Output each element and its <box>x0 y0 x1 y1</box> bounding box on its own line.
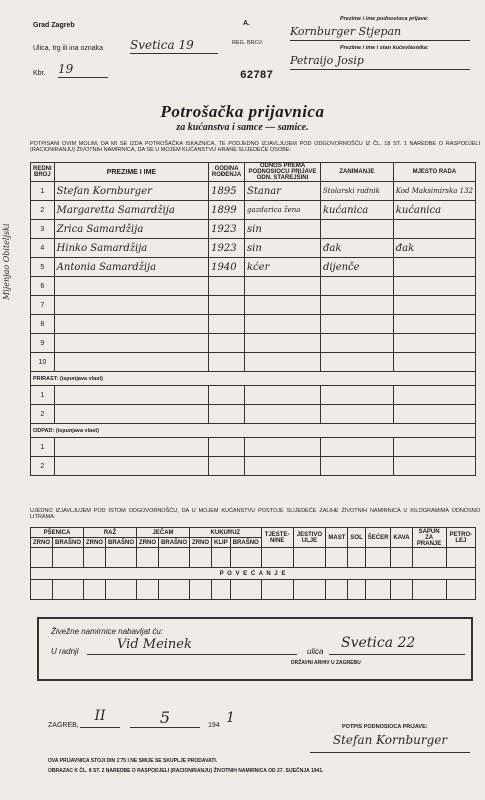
row-name: Antonia Samardžija <box>54 258 208 277</box>
col-ulje: JESTIVO ULJE <box>293 528 326 548</box>
footer-note-2: OBRAZAC K ČL. 8 ST. 2 NAREDBE O RASPODJELI (RACIONIRANJU) ŽIVOTNIH NAMIRNICA OD 27. SIJEČNJA 1941. <box>48 768 324 774</box>
row-relation: sin <box>244 220 320 239</box>
table-row <box>31 438 476 457</box>
row-no: 4 <box>31 239 55 258</box>
row-name <box>54 315 208 334</box>
row-workplace <box>393 277 475 296</box>
row-year <box>209 296 245 315</box>
row-occupation: đak <box>321 239 394 258</box>
purchase-box <box>37 617 473 681</box>
col-relation: ODNOS PREMA PODNOSIOCU PRIJAVE ODN. STAREJŠINI <box>244 163 320 182</box>
row-workplace: Kod Maksimirska 132 <box>393 182 475 201</box>
footer-place: ZAGREB, <box>48 722 79 729</box>
col-secer: ŠEĆER <box>365 528 391 548</box>
row-no: 7 <box>31 296 55 315</box>
row-relation: kćer <box>244 258 320 277</box>
row-no: 2 <box>31 457 55 476</box>
household-header-row <box>31 163 476 182</box>
row-name <box>54 353 208 372</box>
sub-brasno: BRAŠNO <box>53 538 84 548</box>
row-no: 3 <box>31 220 55 239</box>
row-name: Stefan Kornburger <box>54 182 208 201</box>
increase-label: P O V E Ć A N J E <box>31 568 476 580</box>
kbr-label: Kbr. <box>33 70 46 77</box>
group-psenica: PŠENICA <box>31 528 84 538</box>
form-title: Potrošačka prijavnica <box>160 102 325 121</box>
sub-zrno: ZRNO <box>31 538 53 548</box>
col-kava: KAVA <box>391 528 412 548</box>
footer-day: II <box>80 708 120 728</box>
row-relation: sin <box>244 239 320 258</box>
row-no: 2 <box>31 405 55 424</box>
table-row <box>31 353 476 372</box>
street-value: Svetica 19 <box>130 38 218 54</box>
row-no: 6 <box>31 277 55 296</box>
shop-label: U radnji <box>51 647 79 656</box>
row-relation <box>244 277 320 296</box>
group-jecam: JEČAM <box>137 528 190 538</box>
col-tjestenine: TJESTE-NINE <box>261 528 293 548</box>
row-workplace <box>393 220 475 239</box>
row-no: 1 <box>31 386 55 405</box>
table-row <box>31 405 476 424</box>
table-row <box>31 277 476 296</box>
row-relation <box>244 353 320 372</box>
form-subtitle: za kućanstva i samce — samice. <box>176 122 309 133</box>
purchase-label: Živežne namirnice nabavljat ću: <box>51 627 164 636</box>
row-year: 1899 <box>209 201 245 220</box>
row-relation: Stanar <box>244 182 320 201</box>
row-no: 1 <box>31 182 55 201</box>
row-name: Zrica Samardžija <box>54 220 208 239</box>
row-occupation <box>321 296 394 315</box>
footer-month: 5 <box>130 708 200 728</box>
row-year <box>209 334 245 353</box>
row-year: 1895 <box>209 182 245 201</box>
row-occupation <box>321 277 394 296</box>
row-workplace <box>393 258 475 277</box>
row-name <box>54 277 208 296</box>
departures-label-row <box>31 424 476 438</box>
col-workplace: MJESTO RADA <box>393 163 475 182</box>
group-kukuruz: KUKURUZ <box>190 528 262 538</box>
street-label: Ulica, trg ili ina oznaka <box>33 45 104 52</box>
row-year: 1940 <box>209 258 245 277</box>
signature-label: POTPIS PODNOSIOCA PRIJAVE: <box>342 724 428 730</box>
manager-value: Petraijo Josip <box>290 54 470 70</box>
row-workplace <box>393 296 475 315</box>
row-name <box>54 296 208 315</box>
table-row <box>31 334 476 353</box>
arrivals-label-row <box>31 372 476 386</box>
row-occupation: dijenče <box>321 258 394 277</box>
row-year: 1923 <box>209 239 245 258</box>
col-mast: MAST <box>326 528 348 548</box>
row-year <box>209 277 245 296</box>
row-year: 1923 <box>209 220 245 239</box>
form-letter: A. <box>243 20 250 27</box>
archive-stamp: DRŽAVNI ARHIV U ZAGREBU <box>291 660 361 666</box>
row-no: 2 <box>31 201 55 220</box>
row-workplace: kućanica <box>393 201 475 220</box>
row-workplace: đak <box>393 239 475 258</box>
row-year <box>209 353 245 372</box>
table-row <box>31 239 476 258</box>
table-row <box>31 296 476 315</box>
table-row <box>31 315 476 334</box>
departures-label: ODPAD: (ispunjava vlast) <box>31 424 476 438</box>
sub-klip: KLIP <box>212 538 231 548</box>
table-row <box>31 258 476 277</box>
row-occupation: Stolarski radnik <box>321 182 394 201</box>
row-relation <box>244 334 320 353</box>
table-row <box>31 386 476 405</box>
arrivals-label: PRIRAST: (ispunjava vlast) <box>31 372 476 386</box>
sub-brasno: BRAŠNO <box>159 538 190 548</box>
table-row <box>31 457 476 476</box>
footer-note-1: OVA PRIJAVNICA STOJI DIN 1'75 I NE SMIJE SE SKUPLJE PRODAVATI. <box>48 758 218 764</box>
row-occupation <box>321 334 394 353</box>
row-occupation <box>321 220 394 239</box>
intro-text: POTPISANI OVIM MOLIM, DA MI SE IZDA POTROŠAČKA ISKAZNICA, TE PODJEDNO IZJAVLJUJEM POD ODGOVORNOŠĆU IZ ČL. 18 ST. 1 NAREDBE O RASPODJELI (RACIONIRANJU) ŽIVOTNIH NAMIRNICA, DA SE U MOJEM KUĆANSTVU HRANE SLIJEDEĆE OSOBE: <box>30 141 480 153</box>
purchase-street-value: Svetica 22 <box>329 635 465 655</box>
sub-zrno: ZRNO <box>190 538 212 548</box>
row-workplace <box>393 334 475 353</box>
row-year <box>209 315 245 334</box>
row-no: 10 <box>31 353 55 372</box>
sub-zrno: ZRNO <box>84 538 106 548</box>
stock-intro: UJEDNO IZJAVLJUJEM POD ISTOM ODGOVORNOŠĆU, DA U MOJEM KUĆANSTVU POSTOJE SLIJEDEĆE ZALIHE ŽIVOTNIH NAMIRNICA U KILOGRAMIMA ODNOSNO LITRAMA: <box>30 508 480 520</box>
reg-label: REG. BROJ: <box>232 40 264 46</box>
row-workplace <box>393 353 475 372</box>
stock-table <box>30 527 476 600</box>
row-name: Hinko Samardžija <box>54 239 208 258</box>
col-sol: SOL <box>348 528 365 548</box>
row-occupation <box>321 315 394 334</box>
row-occupation <box>321 353 394 372</box>
sub-brasno: BRAŠNO <box>230 538 261 548</box>
col-occupation: ZANIMANJE <box>321 163 394 182</box>
applicant-label: Prezime i ime podnosioca prijave: <box>340 16 429 22</box>
row-name <box>54 334 208 353</box>
reg-number: 62787 <box>240 70 274 82</box>
table-row <box>31 220 476 239</box>
row-relation <box>244 296 320 315</box>
row-no: 5 <box>31 258 55 277</box>
row-no: 8 <box>31 315 55 334</box>
table-row <box>31 201 476 220</box>
side-note: Mijenjao Obiteljski <box>2 223 11 300</box>
col-no: REDNI BROJ <box>31 163 55 182</box>
row-occupation: kućanica <box>321 201 394 220</box>
kbr-value: 19 <box>58 62 108 78</box>
col-year: GODINA ROĐENJA <box>209 163 245 182</box>
row-no: 9 <box>31 334 55 353</box>
col-name: PREZIME I IME <box>54 163 208 182</box>
footer-year-prefix: 194 <box>208 722 220 729</box>
manager-label: Prezime i ime i stan kućevlasnika: <box>340 45 429 51</box>
row-name: Margaretta Samardžija <box>54 201 208 220</box>
group-raz: RAŽ <box>84 528 137 538</box>
applicant-value: Kornburger Stjepan <box>290 25 470 41</box>
row-relation: gazdarica žena <box>244 201 320 220</box>
footer-year-suffix: 1 <box>226 710 235 726</box>
sub-zrno: ZRNO <box>137 538 159 548</box>
household-table <box>30 162 476 476</box>
row-workplace <box>393 315 475 334</box>
col-petrolej: PETRO-LEJ <box>446 528 475 548</box>
table-row <box>31 182 476 201</box>
purchase-street-label: ulica <box>307 647 324 656</box>
signature: Stefan Kornburger <box>310 733 470 753</box>
row-relation <box>244 315 320 334</box>
sub-brasno: BRAŠNO <box>106 538 137 548</box>
col-sapun: SAPUN ZA PRANJE <box>412 528 446 548</box>
city-label: Grad Zagreb <box>33 22 75 29</box>
shop-value: Vid Meinek <box>87 637 297 655</box>
row-no: 1 <box>31 438 55 457</box>
